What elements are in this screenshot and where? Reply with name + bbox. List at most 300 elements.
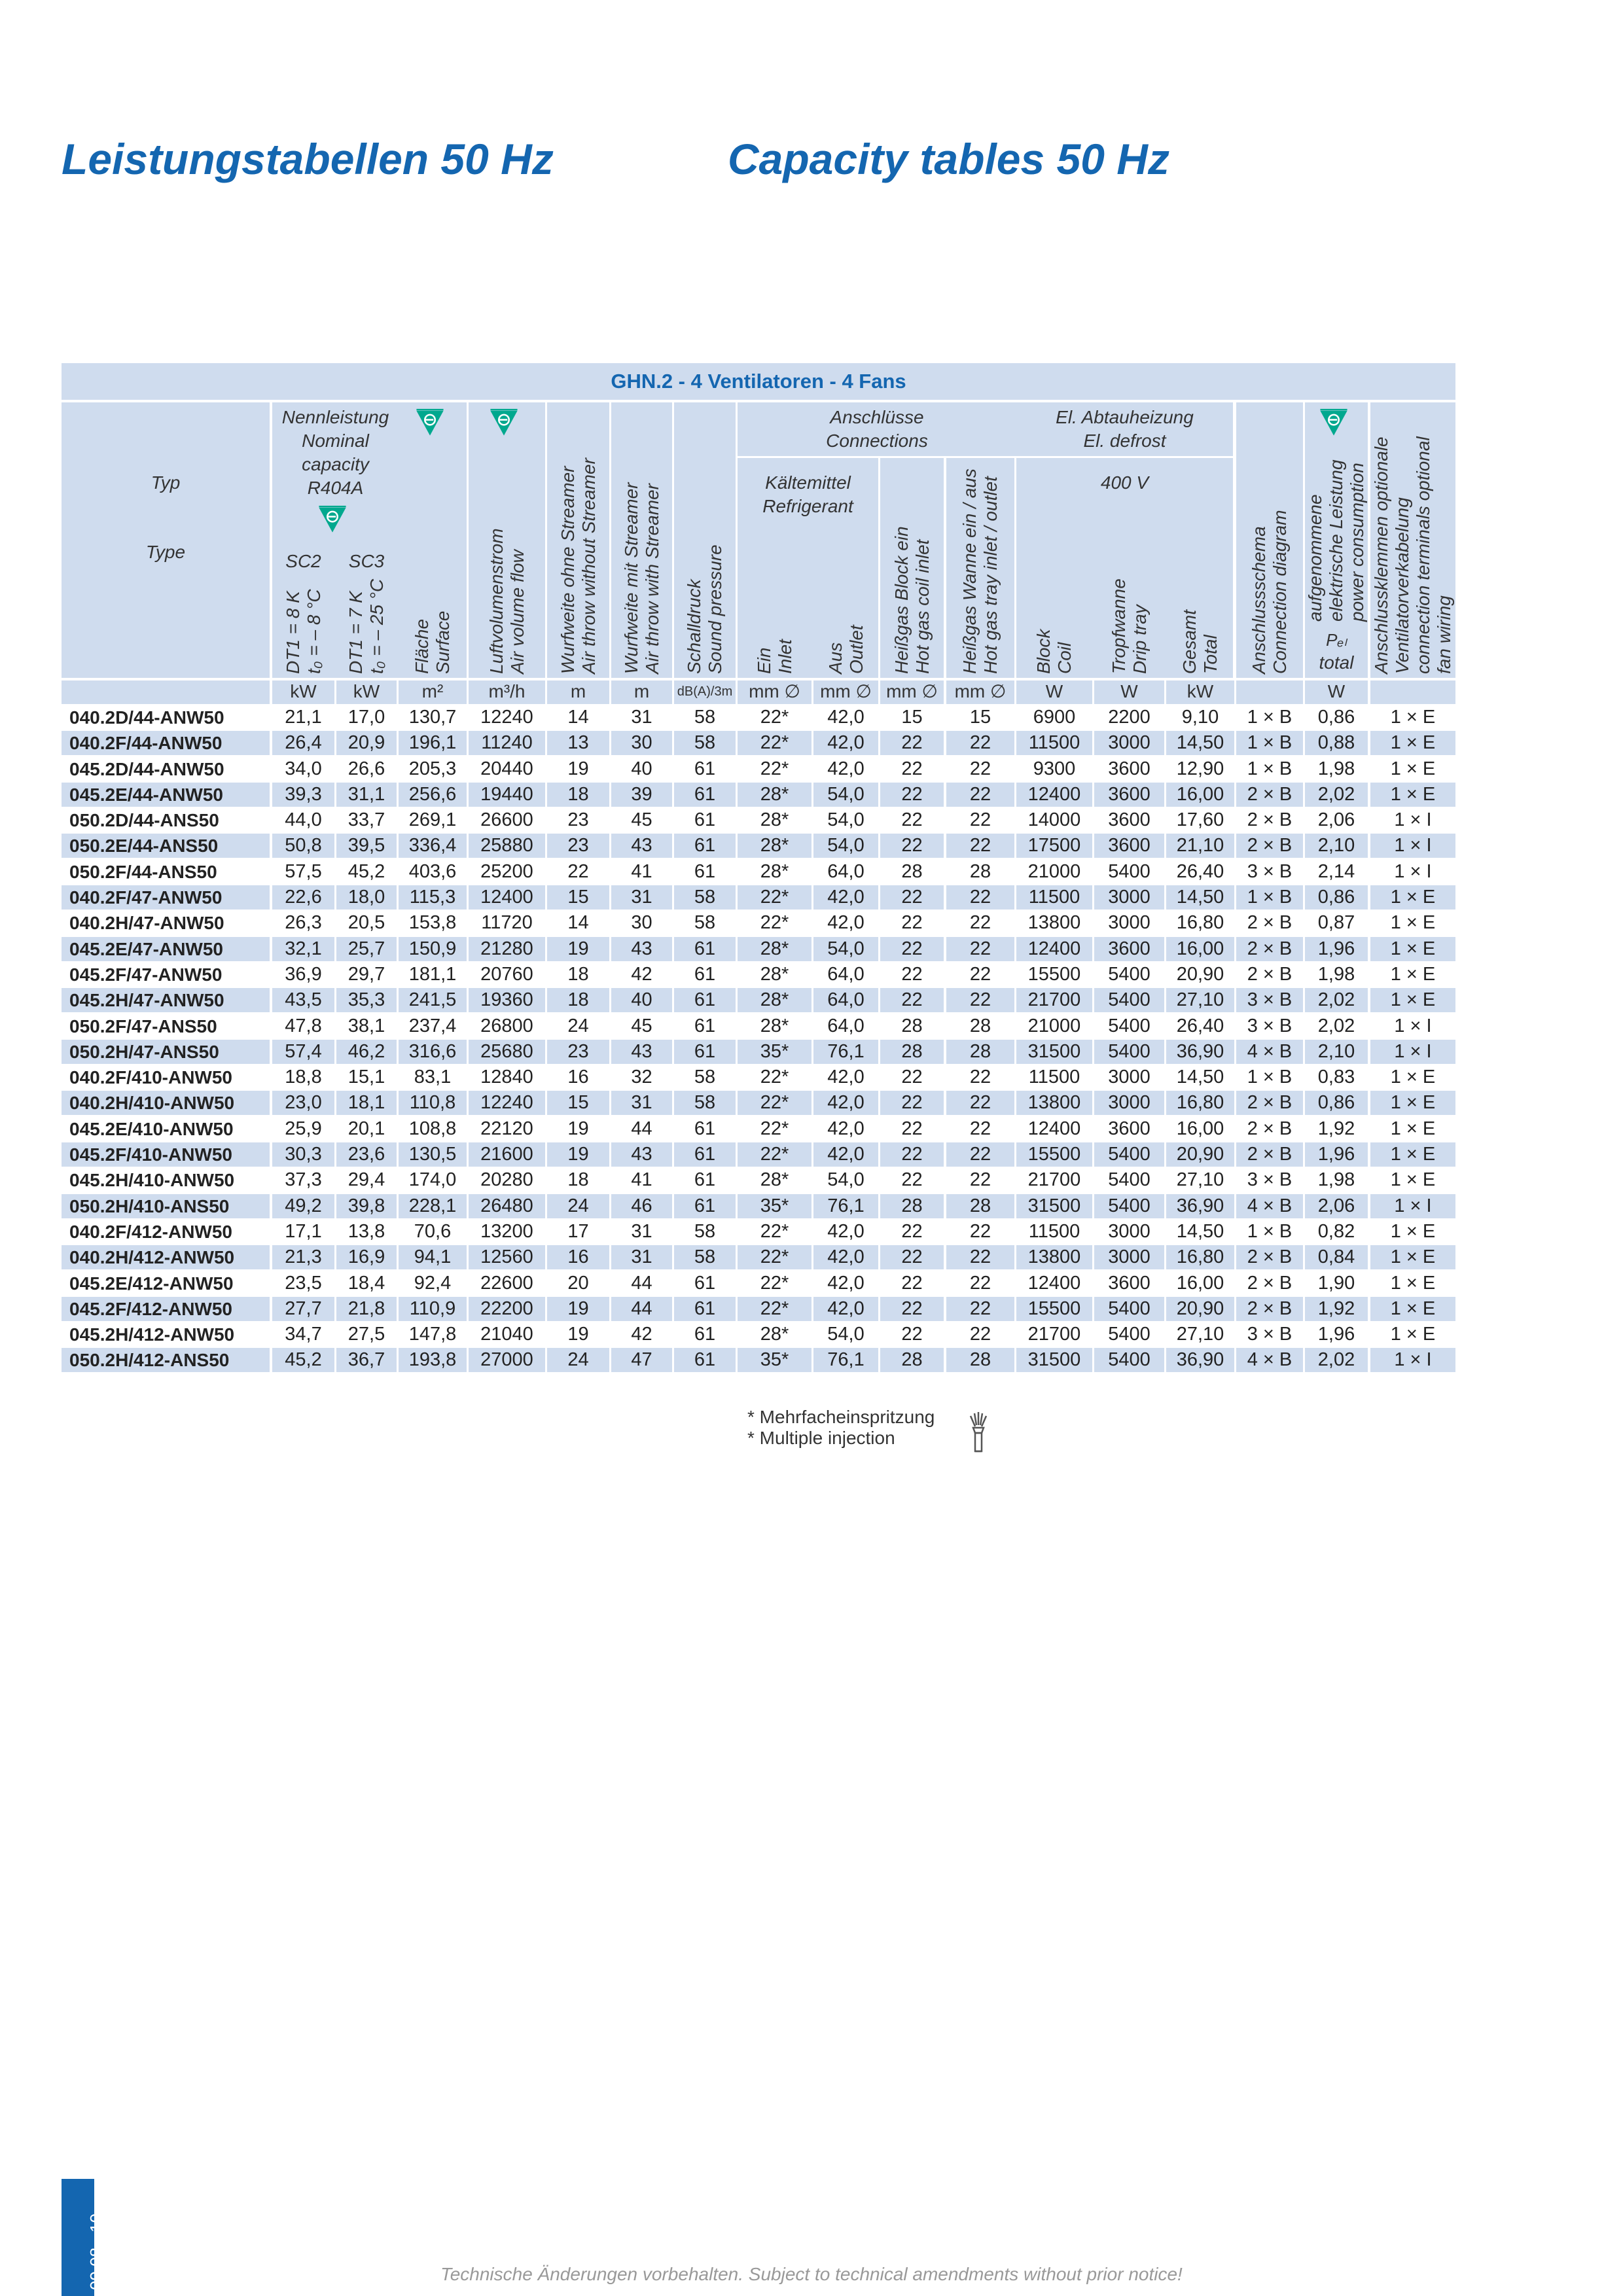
value-cell: 1,98	[1317, 758, 1355, 779]
value-cell: 21,10	[1166, 834, 1234, 858]
value-cell: 22*	[738, 1142, 812, 1167]
value-cell: 14,50	[1176, 1220, 1224, 1242]
value-cell: 58	[674, 731, 736, 755]
value-cell: 58	[674, 885, 736, 910]
header-inlet: Ein Inlet	[753, 639, 795, 674]
value-cell: 22*	[760, 1118, 789, 1139]
value-cell: 26,4	[272, 731, 334, 755]
value-cell: 28*	[760, 860, 789, 882]
value-cell: 22	[946, 1142, 1014, 1167]
value-cell: 16,00	[1176, 1272, 1224, 1294]
value-cell: 12400	[1027, 1118, 1081, 1139]
value-cell: 5400	[1094, 1194, 1164, 1218]
value-cell: 14000	[1027, 809, 1081, 831]
value-cell: 18,1	[336, 1091, 397, 1115]
value-cell: 2 × B	[1247, 809, 1293, 831]
value-cell: 28	[946, 1348, 1014, 1372]
value-cell: 21280	[469, 937, 545, 961]
value-cell: 42	[631, 963, 652, 985]
value-cell: 12840	[480, 1067, 533, 1088]
value-cell: 2 × B	[1247, 1118, 1293, 1139]
value-cell: 22*	[760, 707, 789, 728]
value-cell: 22	[969, 1324, 991, 1345]
value-cell: 5400	[1108, 860, 1150, 882]
value-cell: 30,3	[272, 1142, 334, 1167]
type-cell: 045.2H/47-ANW50	[62, 988, 270, 1012]
value-cell: 2,14	[1317, 860, 1355, 882]
unit-label: W	[1016, 680, 1092, 704]
value-cell: 1 × I	[1370, 1348, 1455, 1372]
header-sc2-conditions: DT1 = 8 K t₀ = – 8 °C	[282, 589, 324, 674]
value-cell: 20,90	[1166, 1142, 1234, 1167]
value-cell: 39	[611, 783, 672, 807]
value-cell: 28*	[738, 783, 812, 807]
unit-label: m³/h	[469, 680, 545, 704]
value-cell: 13,8	[348, 1220, 385, 1242]
value-cell: 25680	[469, 1040, 545, 1064]
value-cell: 44	[631, 1118, 652, 1139]
value-cell: 22	[901, 1118, 923, 1139]
type-cell: 050.2H/410-ANS50	[62, 1194, 270, 1218]
value-cell: 28	[946, 1040, 1014, 1064]
type-cell: 045.2F/410-ANW50	[62, 1142, 270, 1167]
value-cell: 28	[901, 1015, 923, 1036]
value-cell: 32,1	[272, 937, 334, 961]
value-cell: 20,90	[1166, 1297, 1234, 1321]
type-cell: 040.2F/412-ANW50	[69, 1221, 233, 1242]
value-cell: 61	[674, 1194, 736, 1218]
value-cell: 336,4	[399, 834, 467, 858]
value-cell: 28*	[760, 1169, 789, 1191]
value-cell: 3600	[1108, 1272, 1150, 1294]
value-cell: 22	[969, 1272, 991, 1294]
header-type: Type	[145, 542, 186, 562]
value-cell: 15,1	[348, 1067, 385, 1088]
value-cell: 1 × B	[1236, 885, 1303, 910]
value-cell: 22*	[738, 1297, 812, 1321]
value-cell: 3600	[1108, 809, 1150, 831]
value-cell: 16	[547, 1245, 609, 1269]
value-cell: 22	[901, 1324, 923, 1345]
value-cell: 17,60	[1176, 809, 1224, 831]
value-cell: 3 × B	[1247, 860, 1293, 882]
header-nominal-capacity: Nennleistung Nominal capacity R404A	[281, 407, 389, 498]
value-cell: 33,7	[348, 809, 385, 831]
value-cell: 22*	[760, 1067, 789, 1088]
header-hotgas-block: Heißgas Block ein Hot gas coil inlet	[891, 526, 933, 674]
value-cell: 28*	[760, 963, 789, 985]
value-cell: 16,80	[1166, 1245, 1234, 1269]
value-cell: 28*	[738, 937, 812, 961]
value-cell: 196,1	[399, 731, 467, 755]
unit-label: m²	[399, 680, 467, 704]
value-cell: 47	[611, 1348, 672, 1372]
value-cell: 23	[547, 1040, 609, 1064]
value-cell: 29,4	[348, 1169, 385, 1191]
value-cell: 36,7	[336, 1348, 397, 1372]
value-cell: 22120	[480, 1118, 533, 1139]
value-cell: 42,0	[813, 1091, 878, 1115]
value-cell: 16	[567, 1067, 589, 1088]
type-cell: 040.2H/412-ANW50	[62, 1245, 270, 1269]
value-cell: 130,5	[399, 1142, 467, 1167]
value-cell: 20,1	[348, 1118, 385, 1139]
value-cell: 22*	[738, 1245, 812, 1269]
value-cell: 2,06	[1305, 1194, 1368, 1218]
value-cell: 42,0	[827, 1272, 865, 1294]
page-code: 09.08 · 10	[86, 2213, 106, 2290]
value-cell: 22	[880, 783, 944, 807]
value-cell: 31	[611, 1245, 672, 1269]
value-cell: 57,4	[272, 1040, 334, 1064]
table-row	[62, 885, 1455, 911]
value-cell: 3 × B	[1247, 1169, 1293, 1191]
value-cell: 36,90	[1166, 1040, 1234, 1064]
value-cell: 44,0	[285, 809, 322, 831]
value-cell: 20760	[480, 963, 533, 985]
value-cell: 21,8	[336, 1297, 397, 1321]
value-cell: 5400	[1108, 1169, 1150, 1191]
value-cell: 21,3	[272, 1245, 334, 1269]
value-cell: 22	[901, 758, 923, 779]
type-cell: 045.2F/47-ANW50	[69, 964, 223, 985]
type-cell: 045.2H/410-ANW50	[69, 1170, 235, 1191]
type-cell: 045.2D/44-ANW50	[69, 758, 224, 779]
value-cell: 22	[880, 988, 944, 1012]
value-cell: 92,4	[414, 1272, 452, 1294]
value-cell: 110,8	[399, 1091, 467, 1115]
value-cell: 1 × B	[1247, 758, 1293, 779]
table-row	[62, 860, 1455, 885]
value-cell: 23,6	[336, 1142, 397, 1167]
value-cell: 3600	[1094, 937, 1164, 961]
unit-label: kW	[272, 680, 334, 704]
value-cell: 15	[901, 707, 923, 728]
value-cell: 23,5	[285, 1272, 322, 1294]
table-row	[62, 1065, 1455, 1091]
value-cell: 5400	[1094, 1348, 1164, 1372]
footnote-english: * Multiple injection	[747, 1428, 895, 1448]
unit-label: kW	[336, 680, 397, 704]
value-cell: 28*	[760, 809, 789, 831]
type-cell: 045.2E/47-ANW50	[62, 937, 270, 961]
value-cell: 40	[611, 988, 672, 1012]
value-cell: 1 × E	[1390, 1169, 1436, 1191]
value-cell: 3600	[1108, 1118, 1150, 1139]
value-cell: 3000	[1094, 731, 1164, 755]
header-sc3: SC3	[348, 551, 385, 571]
value-cell: 237,4	[408, 1015, 457, 1036]
value-cell: 58	[674, 1091, 736, 1115]
value-cell: 22	[946, 1297, 1014, 1321]
value-cell: 22	[946, 988, 1014, 1012]
value-cell: 45,2	[272, 1348, 334, 1372]
value-cell: 18,4	[348, 1272, 385, 1294]
value-cell: 26800	[480, 1015, 533, 1036]
value-cell: 2,02	[1305, 1348, 1368, 1372]
unit-label: W	[1094, 680, 1164, 704]
value-cell: 3600	[1094, 783, 1164, 807]
value-cell: 3 × B	[1247, 1015, 1293, 1036]
value-cell: 22	[969, 1220, 991, 1242]
value-cell: 18	[567, 963, 589, 985]
value-cell: 3000	[1094, 885, 1164, 910]
value-cell: 76,1	[813, 1040, 878, 1064]
header-refrigerant: Kältemittel Refrigerant	[762, 472, 853, 516]
value-cell: 9300	[1033, 758, 1076, 779]
value-cell: 3000	[1108, 1067, 1150, 1088]
type-cell: 040.2H/410-ANW50	[62, 1091, 270, 1115]
type-cell: 040.2D/44-ANW50	[69, 707, 224, 728]
value-cell: 1 × E	[1390, 912, 1436, 934]
header-defrost: El. Abtauheizung El. defrost	[1056, 407, 1194, 451]
value-cell: 28	[880, 1348, 944, 1372]
value-cell: 94,1	[399, 1245, 467, 1269]
table-row	[62, 731, 1455, 756]
header-hotgas-tray: Heißgas Wanne ein / aus Hot gas tray inlet / outlet	[959, 468, 1001, 674]
value-cell: 1 × E	[1370, 1245, 1455, 1269]
value-cell: 26,3	[285, 912, 322, 934]
value-cell: 13200	[480, 1220, 533, 1242]
value-cell: 1 × E	[1370, 937, 1455, 961]
value-cell: 22	[880, 834, 944, 858]
value-cell: 22,6	[272, 885, 334, 910]
value-cell: 21700	[1016, 988, 1092, 1012]
header-outlet: Aus Outlet	[825, 625, 866, 674]
value-cell: 5400	[1108, 963, 1150, 985]
value-cell: 39,5	[336, 834, 397, 858]
value-cell: 15	[547, 885, 609, 910]
value-cell: 15500	[1027, 963, 1081, 985]
value-cell: 23	[547, 834, 609, 858]
value-cell: 403,6	[408, 860, 457, 882]
value-cell: 22	[969, 1118, 991, 1139]
value-cell: 61	[694, 758, 716, 779]
value-cell: 54,0	[813, 834, 878, 858]
value-cell: 22	[901, 809, 923, 831]
value-cell: 35*	[738, 1040, 812, 1064]
table-row	[62, 1245, 1455, 1271]
value-cell: 83,1	[414, 1067, 452, 1088]
unit-label: mm ∅	[946, 680, 1014, 704]
value-cell: 1 × E	[1390, 1272, 1436, 1294]
value-cell: 147,8	[408, 1324, 457, 1345]
value-cell: 1 × B	[1247, 1220, 1293, 1242]
value-cell: 61	[694, 963, 716, 985]
value-cell: 20	[567, 1272, 589, 1294]
value-cell: 45	[631, 1015, 652, 1036]
value-cell: 1 × B	[1236, 731, 1303, 755]
value-cell: 22	[880, 885, 944, 910]
value-cell: 22*	[760, 758, 789, 779]
value-cell: 1 × E	[1390, 1220, 1436, 1242]
value-cell: 22	[969, 912, 991, 934]
value-cell: 110,9	[399, 1297, 467, 1321]
value-cell: 241,5	[399, 988, 467, 1012]
value-cell: 35*	[738, 1348, 812, 1372]
value-cell: 11720	[481, 912, 533, 934]
value-cell: 19	[547, 1142, 609, 1167]
value-cell: 61	[694, 809, 716, 831]
value-cell: 40	[631, 758, 652, 779]
value-cell: 31500	[1016, 1040, 1092, 1064]
value-cell: 19	[567, 758, 589, 779]
value-cell: 27,10	[1176, 1169, 1224, 1191]
value-cell: 0,87	[1317, 912, 1355, 934]
value-cell: 61	[694, 1015, 716, 1036]
value-cell: 0,83	[1317, 1067, 1355, 1088]
value-cell: 61	[674, 1142, 736, 1167]
value-cell: 5400	[1108, 1015, 1150, 1036]
value-cell: 2 × B	[1236, 1091, 1303, 1115]
value-cell: 61	[674, 1297, 736, 1321]
value-cell: 22	[880, 1142, 944, 1167]
value-cell: 316,6	[399, 1040, 467, 1064]
value-cell: 1 × E	[1390, 1324, 1436, 1345]
value-cell: 22*	[738, 885, 812, 910]
value-cell: 35,3	[336, 988, 397, 1012]
header-surface: Fläche Surface	[412, 610, 453, 674]
value-cell: 26600	[480, 809, 533, 831]
value-cell: 0,88	[1305, 731, 1368, 755]
value-cell: 54,0	[827, 1169, 865, 1191]
value-cell: 5400	[1094, 1297, 1164, 1321]
value-cell: 28	[901, 860, 923, 882]
value-cell: 22	[901, 1067, 923, 1088]
type-cell: 040.2F/47-ANW50	[62, 885, 270, 910]
value-cell: 2 × B	[1247, 912, 1293, 934]
table-row	[62, 1348, 1455, 1373]
table-row	[62, 1297, 1455, 1322]
value-cell: 2 × B	[1236, 1142, 1303, 1167]
value-cell: 22600	[480, 1272, 533, 1294]
value-cell: 115,3	[399, 885, 467, 910]
table-row	[62, 783, 1455, 808]
value-cell: 181,1	[408, 963, 457, 985]
value-cell: 28	[946, 1194, 1014, 1218]
value-cell: 29,7	[348, 963, 385, 985]
value-cell: 16,9	[336, 1245, 397, 1269]
value-cell: 2,02	[1305, 783, 1368, 807]
unit-label: m	[547, 680, 609, 704]
value-cell: 5400	[1094, 988, 1164, 1012]
type-cell: 050.2F/44-ANS50	[69, 861, 217, 882]
value-cell: 1 × E	[1390, 1118, 1436, 1139]
value-cell: 34,7	[285, 1324, 322, 1345]
value-cell: 26,40	[1176, 1015, 1224, 1036]
value-cell: 19	[547, 937, 609, 961]
value-cell: 22	[880, 731, 944, 755]
header-power-total: total	[1319, 652, 1354, 673]
value-cell: 0,86	[1305, 885, 1368, 910]
table-row	[62, 911, 1455, 936]
value-cell: 42	[631, 1324, 652, 1345]
value-cell: 42,0	[827, 1067, 865, 1088]
value-cell: 1 × B	[1247, 707, 1293, 728]
unit-label: mm ∅	[880, 680, 944, 704]
value-cell: 2 × B	[1236, 834, 1303, 858]
value-cell: 21700	[1027, 1169, 1081, 1191]
value-cell: 12,90	[1176, 758, 1224, 779]
value-cell: 15500	[1016, 1297, 1092, 1321]
type-cell: 040.2F/410-ANW50	[69, 1067, 233, 1088]
value-cell: 22	[946, 834, 1014, 858]
value-cell: 42,0	[827, 1118, 865, 1139]
value-cell: 2,10	[1305, 1040, 1368, 1064]
value-cell: 1,96	[1305, 937, 1368, 961]
value-cell: 19	[567, 1324, 589, 1345]
value-cell: 42,0	[813, 885, 878, 910]
value-cell: 42,0	[813, 1245, 878, 1269]
value-cell: 28	[969, 860, 991, 882]
value-cell: 27,10	[1166, 988, 1234, 1012]
value-cell: 3000	[1108, 1220, 1150, 1242]
value-cell: 205,3	[408, 758, 457, 779]
value-cell: 32	[631, 1067, 652, 1088]
value-cell: 42,0	[813, 1297, 878, 1321]
value-cell: 2 × B	[1236, 783, 1303, 807]
value-cell: 50,8	[272, 834, 334, 858]
value-cell: 44	[611, 1297, 672, 1321]
value-cell: 20440	[480, 758, 533, 779]
value-cell: 45,2	[348, 860, 385, 882]
value-cell: 22	[946, 783, 1014, 807]
value-cell: 3000	[1094, 1091, 1164, 1115]
header-voltage: 400 V	[1100, 472, 1149, 493]
value-cell: 22*	[760, 1220, 789, 1242]
value-cell: 1 × E	[1370, 1142, 1455, 1167]
value-cell: 26,6	[348, 758, 385, 779]
value-cell: 21000	[1027, 1015, 1081, 1036]
value-cell: 18,8	[285, 1067, 322, 1088]
type-cell: 045.2E/44-ANW50	[62, 783, 270, 807]
value-cell: 22	[567, 860, 589, 882]
value-cell: 22	[901, 1220, 923, 1242]
value-cell: 15500	[1016, 1142, 1092, 1167]
value-cell: 2 × B	[1236, 1245, 1303, 1269]
unit-label: dB(A)/3m	[674, 680, 736, 704]
value-cell: 36,90	[1166, 1348, 1234, 1372]
header-sc3-conditions: DT1 = 7 K t₀ = – 25 °C	[346, 578, 387, 674]
value-cell: 28	[880, 1040, 944, 1064]
type-cell: 045.2E/412-ANW50	[69, 1273, 234, 1294]
value-cell: 61	[694, 1272, 716, 1294]
value-cell: 1 × I	[1394, 809, 1432, 831]
eurovent-certification-icon	[1318, 407, 1349, 437]
value-cell: 46	[611, 1194, 672, 1218]
value-cell: 61	[674, 988, 736, 1012]
value-cell: 13800	[1027, 912, 1081, 934]
value-cell: 22	[880, 1245, 944, 1269]
value-cell: 3 × B	[1236, 988, 1303, 1012]
value-cell: 76,1	[813, 1194, 878, 1218]
table-row	[62, 1168, 1455, 1193]
value-cell: 1 × E	[1370, 1091, 1455, 1115]
header-typ: Typ	[151, 472, 181, 493]
value-cell: 3600	[1094, 834, 1164, 858]
value-cell: 43,5	[272, 988, 334, 1012]
table-row	[62, 963, 1455, 988]
value-cell: 31	[631, 1220, 652, 1242]
value-cell: 21040	[480, 1324, 533, 1345]
value-cell: 35*	[738, 1194, 812, 1218]
type-cell: 050.2E/44-ANS50	[62, 834, 270, 858]
value-cell: 2,06	[1317, 809, 1355, 831]
value-cell: 2,10	[1305, 834, 1368, 858]
value-cell: 12400	[469, 885, 545, 910]
value-cell: 22	[946, 731, 1014, 755]
value-cell: 5400	[1094, 1040, 1164, 1064]
